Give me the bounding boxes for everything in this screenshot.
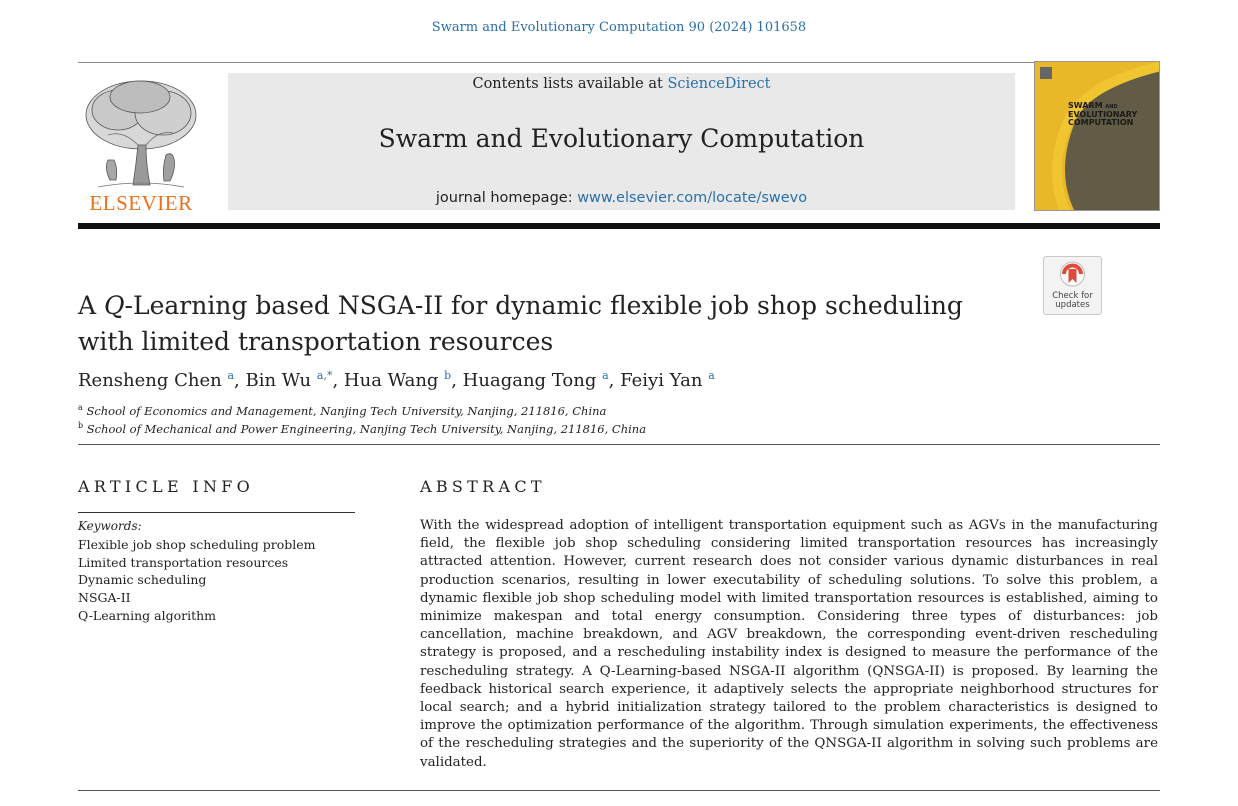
- check-for-updates-label[interactable]: Check for updates: [1052, 291, 1093, 310]
- sciencedirect-link[interactable]: ScienceDirect: [667, 76, 771, 92]
- elsevier-wordmark[interactable]: ELSEVIER: [89, 191, 193, 215]
- footer-rule: [78, 790, 1160, 791]
- cover-title: [1068, 102, 1137, 127]
- header-top-rule: [78, 62, 1160, 63]
- header-thick-rule: [78, 223, 1160, 229]
- abstract-text: With the widespread adoption of intelligent transportation equipment such as AGVs in the manufacturing field, the flexible job shop scheduling considering limited transportation resources has increasingly attracted attention. However, current research does not consider various dynamic disturbances in real production scenarios, resulting in lower executability of scheduling solutions. To solve this problem, a dynamic flexible job shop scheduling model with limited transportation resources is established, aiming to minimize makespan and total energy consumption. Considering three types of disturbances: job cancellation, machine breakdown, and AGV breakdown, the corresponding event-driven rescheduling strategy is proposed, and a rescheduling instability index is designed to measure the performance of the rescheduling strategy. A Q-Learning-based NSGA-II algorithm (QNSGA-II) is proposed. By learning the feedback historical search experience, it adaptively selects the appropriate neighborhood structures for local search; and a hybrid initialization strategy tailored to the problem characteristics is designed to improve the optimization performance of the algorithm. Through simulation experiments, the effectiveness of the rescheduling strategies and the superiority of the QNSGA-II algorithm in solving such problems are validated.: [420, 518, 1158, 770]
- author-name[interactable]: Bin Wu: [245, 370, 312, 391]
- author-sup[interactable]: a: [227, 369, 235, 382]
- cover-title-line3: COMPUTATION: [1068, 118, 1134, 127]
- keyword-item: Q-Learning algorithm: [78, 608, 217, 623]
- abstract-heading: ABSTRACT: [420, 477, 546, 496]
- section-divider: [78, 444, 1160, 445]
- author-name[interactable]: Feiyi Yan: [620, 370, 703, 391]
- article-info-heading: ARTICLE INFO: [78, 477, 255, 496]
- affiliation-b: $^b$ School of Mechanical and Power Engineering, Nanjing Tech University, Nanjing, 211816, China: [78, 421, 647, 436]
- homepage-prefix: journal homepage:: [435, 190, 578, 206]
- author-name[interactable]: Rensheng Chen: [78, 370, 222, 391]
- homepage-link[interactable]: www.elsevier.com/locate/swevo: [577, 190, 808, 206]
- crossmark-icon: [1044, 257, 1101, 293]
- journal-cover[interactable]: [1034, 61, 1160, 211]
- author-sup[interactable]: a,*: [316, 369, 333, 382]
- article-info-rule: [78, 512, 355, 513]
- keywords-label: Keywords:: [78, 519, 142, 533]
- journal-homepage: [228, 190, 1015, 206]
- keyword-item: NSGA-II: [78, 590, 131, 605]
- article-title: A Q-Learning based NSGA-II for dynamic flexible job shop scheduling with limited transportation resources: [78, 291, 963, 356]
- author-name[interactable]: Huagang Tong: [462, 370, 597, 391]
- author-name[interactable]: Hua Wang: [343, 370, 439, 391]
- journal-citation[interactable]: Swarm and Evolutionary Computation 90 (2024) 101658: [431, 20, 807, 35]
- cover-title-line2: EVOLUTIONARY: [1068, 110, 1138, 119]
- keyword-item: Limited transportation resources: [78, 555, 289, 570]
- cover-title-line1: SWARM AND: [1068, 101, 1118, 110]
- cover-artwork: [1035, 62, 1160, 211]
- author-list: Rensheng Chen $^a$, Bin Wu $^{a,*}$, Hua Wang $^b$, Huagang Tong $^a$, Feiyi Yan $^a$: [78, 369, 715, 391]
- affiliation-a: $^a$ School of Economics and Management, Nanjing Tech University, Nanjing, 211816, China: [78, 403, 607, 418]
- title-q-italic: Q: [104, 291, 125, 320]
- contents-line: [228, 76, 1015, 92]
- author-sup[interactable]: b: [444, 369, 452, 382]
- contents-prefix: Contents lists available at: [472, 76, 668, 92]
- author-sup[interactable]: a: [708, 369, 715, 382]
- keyword-item: Flexible job shop scheduling problem: [78, 537, 316, 552]
- keyword-item: Dynamic scheduling: [78, 572, 207, 587]
- author-sup[interactable]: a: [602, 369, 609, 382]
- journal-title: Swarm and Evolutionary Computation: [378, 124, 865, 153]
